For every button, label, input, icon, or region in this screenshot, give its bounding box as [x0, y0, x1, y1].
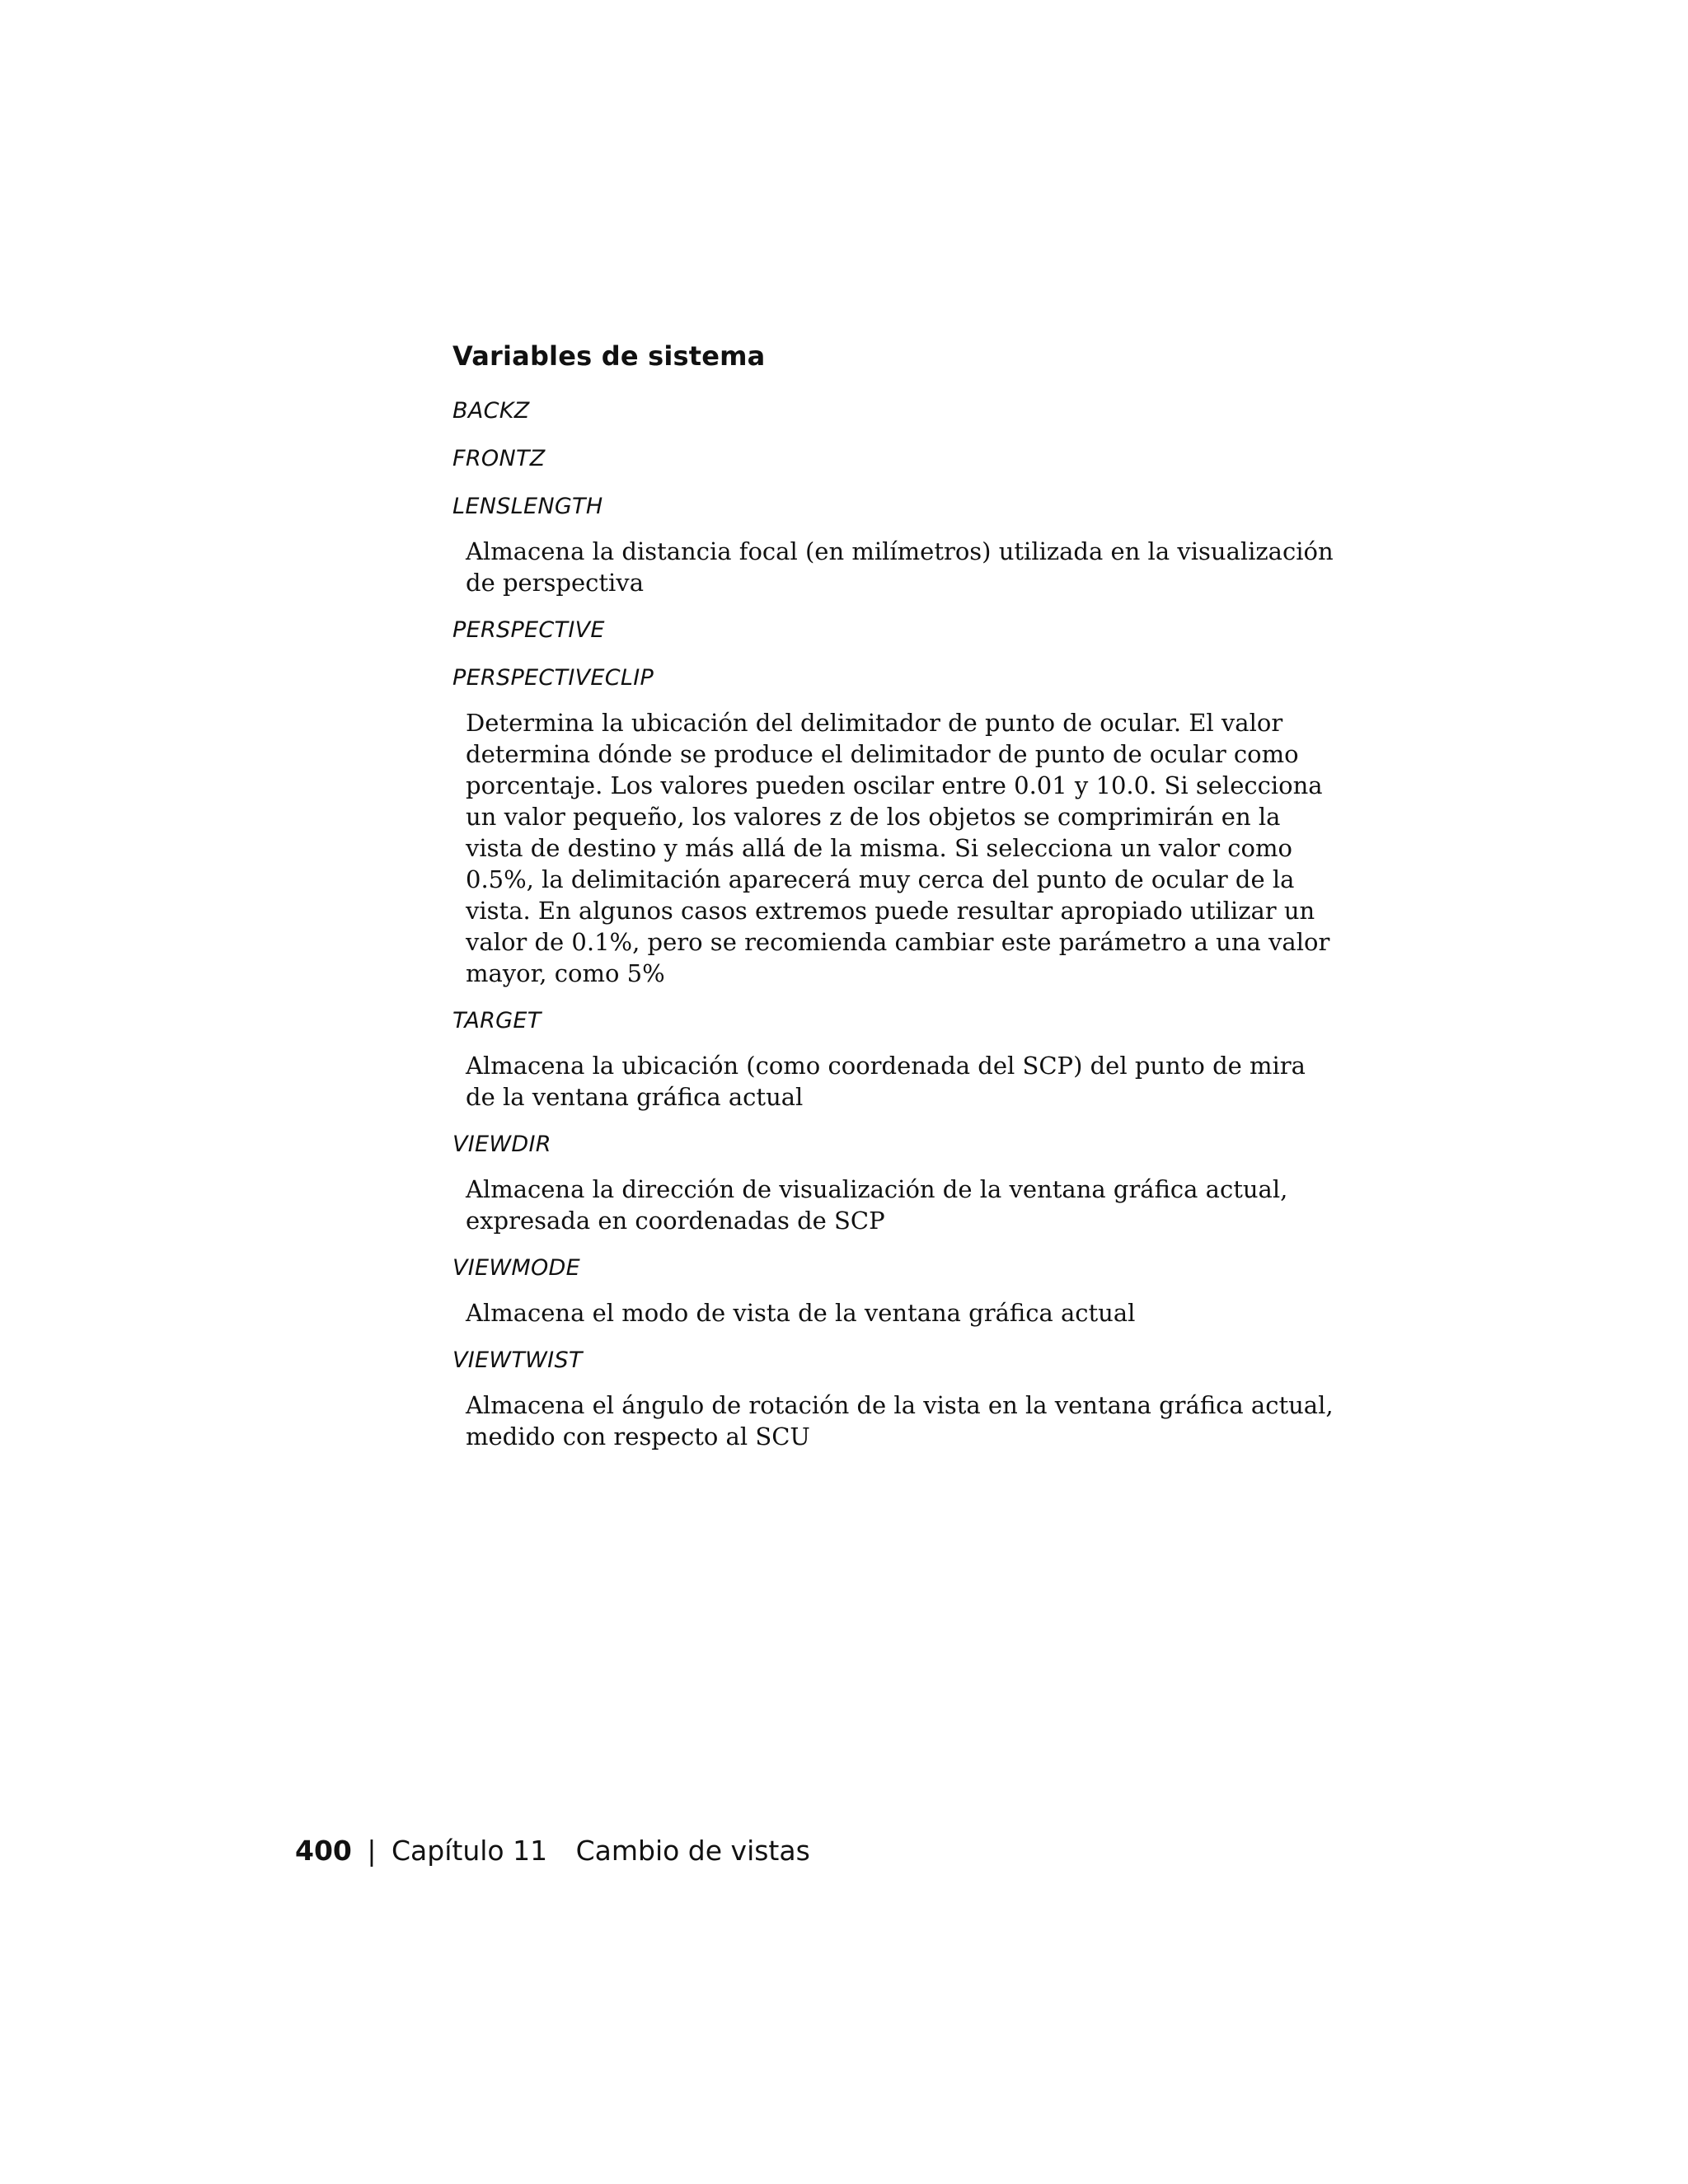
variable-name: PERSPECTIVE: [452, 617, 605, 643]
variable-name: FRONTZ: [452, 446, 546, 471]
page-footer: [295, 1833, 810, 1869]
variable-description: Almacena la ubicación (como coordenada del SCP) del punto de mira de la ventana gráfica actual: [466, 1052, 1306, 1111]
page-content: [452, 338, 1359, 1469]
variable-entry: [452, 1345, 1359, 1452]
footer-separator: |: [367, 1835, 377, 1867]
variable-entry: [452, 1253, 1359, 1329]
variable-entry: [452, 663, 1359, 989]
page-number: 400: [295, 1835, 352, 1867]
variable-description: Almacena la dirección de visualización de la ventana gráfica actual, expresada en coordenadas de SCP: [466, 1175, 1288, 1235]
variable-entry: [452, 1129, 1359, 1236]
variable-entry: [452, 491, 1359, 598]
variable-entry: [452, 443, 1359, 475]
variable-name: TARGET: [452, 1008, 542, 1033]
chapter-label: Capítulo 11: [392, 1835, 548, 1867]
variable-entry: [452, 1005, 1359, 1113]
variable-description: Almacena la distancia focal (en milímetros) utilizada en la visualización de perspectiva: [466, 537, 1334, 597]
variable-description: Determina la ubicación del delimitador de punto de ocular. El valor determina dónde se produce el delimitador de punto de ocular como porcentaje. Los valores pueden oscilar entre 0.01 y 10.0. Si selecciona un valor pequeño, los valores z de los objetos se comprimirán en la vista de destino y más allá de la misma. Si selecciona un valor como 0.5%, la delimitación aparecerá muy cerca del punto de ocular de la vista. En algunos casos extremos puede resultar apropiado utilizar un valor de 0.1%, pero se recomienda cambiar este parámetro a una valor mayor, como 5%: [466, 709, 1330, 987]
variable-description: Almacena el ángulo de rotación de la vista en la ventana gráfica actual, medido con respecto al SCU: [466, 1391, 1334, 1451]
variable-entry: [452, 396, 1359, 427]
variable-name: BACKZ: [452, 398, 530, 424]
section-title: Variables de sistema: [452, 340, 766, 372]
chapter-title: Cambio de vistas: [575, 1835, 810, 1867]
variable-description: Almacena el modo de vista de la ventana gráfica actual: [466, 1299, 1136, 1327]
variable-name: VIEWTWIST: [452, 1347, 583, 1373]
variable-name: PERSPECTIVECLIP: [452, 665, 654, 691]
variable-entry: [452, 615, 1359, 646]
variable-name: VIEWMODE: [452, 1255, 580, 1281]
variable-name: VIEWDIR: [452, 1132, 551, 1157]
variable-name: LENSLENGTH: [452, 494, 603, 519]
